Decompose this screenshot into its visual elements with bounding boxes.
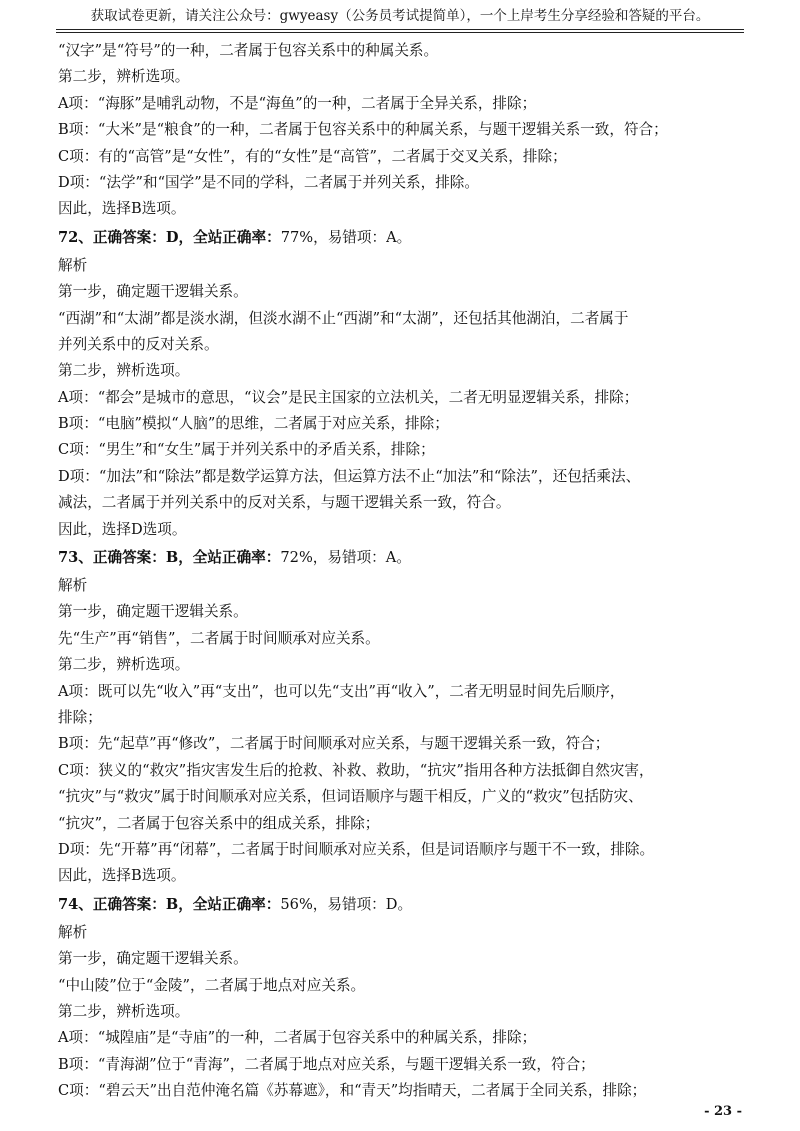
header-rule-thin bbox=[56, 32, 744, 33]
answer-heading bbox=[58, 890, 744, 920]
text-line: “汉字”是“符号”的一种，二者属于包容关系中的种属关系。 bbox=[58, 42, 439, 59]
text-line: B项：先“起草”再“修改”，二者属于时间顺承对应关系，与题干逻辑关系一致，符合； bbox=[58, 735, 610, 753]
text-line: “西湖”和“太湖”都是淡水湖，但淡水湖不止“西湖”和“太湖”，还包括其他湖泊，二者属于 bbox=[58, 309, 629, 327]
text-line: 减法，二者属于并列关系中的反对关系，与题干逻辑关系一致，符合。 bbox=[58, 494, 511, 512]
text-line: 第二步，辨析选项。 bbox=[58, 362, 190, 380]
text-line: C项：有的“高管”是“女性”，有的“女性”是“高管”，二者属于交叉关系，排除； bbox=[58, 147, 567, 165]
text-line: A项：既可以先“收入”再“支出”，也可以先“支出”再“收入”，二者无明显时间先后顺序， bbox=[58, 682, 625, 700]
text-line: B项：“电脑”模拟“人脑”的思维，二者属于对应关系，排除； bbox=[58, 415, 449, 433]
text-line: 第二步，辨析选项。 bbox=[58, 656, 190, 674]
text-line: B项：“大米”是“粮食”的一种，二者属于包容关系中的种属关系，与题干逻辑关系一致，符合； bbox=[58, 121, 668, 139]
text-line: 解析 bbox=[58, 256, 88, 274]
page-number: - 23 - bbox=[704, 1104, 742, 1119]
answer-label: 74、正确答案：B，全站正确率： bbox=[58, 895, 281, 913]
text-line: D项：“加法”和“除法”都是数学运算方法，但运算方法不止“加法”和“除法”，还包括乘法、 bbox=[58, 467, 641, 485]
text-line: 因此，选择D选项。 bbox=[58, 520, 187, 538]
answer-label: 72、正确答案：D，全站正确率： bbox=[58, 228, 281, 246]
text-line: B项：“青海湖”位于“青海”，二者属于地点对应关系，与题干逻辑关系一致，符合； bbox=[58, 1055, 595, 1073]
text-line: C项：狭义的“救灾”指灾害发生后的抢救、补救、救助，“抗灾”指用各种方法抵御自然灾害， bbox=[58, 761, 654, 779]
answer-heading bbox=[58, 223, 744, 253]
text-line: 第二步，辨析选项。 bbox=[58, 68, 190, 86]
text-line: D项：先“开幕”再“闭幕”，二者属于时间顺承对应关系，但是词语顺序与题干不一致，排除。 bbox=[58, 840, 655, 858]
answer-stats: 56%，易错项：D。 bbox=[280, 895, 413, 913]
text-line: 并列关系中的反对关系。 bbox=[58, 335, 219, 353]
text-line: A项：“城隍庙”是“寺庙”的一种，二者属于包容关系中的种属关系，排除； bbox=[58, 1029, 537, 1047]
answer-heading bbox=[58, 543, 744, 573]
answer-stats: 77%，易错项：A。 bbox=[280, 228, 412, 246]
text-line: C项：“碧云天”出自范仲淹名篇《苏幕遮》，和“青天”均指晴天，二者属于全同关系，排除； bbox=[58, 1082, 647, 1100]
text-line: C项：“男生”和“女生”属于并列关系中的矛盾关系，排除； bbox=[58, 441, 435, 459]
text-line: 先“生产”再“销售”，二者属于时间顺承对应关系。 bbox=[58, 629, 380, 647]
text-line: 第二步，辨析选项。 bbox=[58, 1002, 190, 1020]
document-body bbox=[58, 38, 744, 1104]
text-line: “抗灾”，二者属于包容关系中的组成关系，排除； bbox=[58, 814, 380, 832]
answer-label: 73、正确答案：B，全站正确率： bbox=[58, 549, 281, 567]
text-line: D项：“法学”和“国学”是不同的学科，二者属于并列关系，排除。 bbox=[58, 173, 479, 191]
page-header: 获取试卷更新，请关注公众号：gwyeasy（公务员考试提简单），一个上岸考生分享经验和答疑的平台。 bbox=[90, 8, 710, 24]
header-rule bbox=[56, 29, 744, 30]
text-line: 解析 bbox=[58, 577, 88, 595]
text-line: A项：“海豚”是哺乳动物，不是“海鱼”的一种，二者属于全异关系，排除； bbox=[58, 94, 537, 112]
text-line: 因此，选择B选项。 bbox=[58, 867, 186, 885]
text-line: 第一步，确定题干逻辑关系。 bbox=[58, 950, 248, 968]
text-line: 第一步，确定题干逻辑关系。 bbox=[58, 603, 248, 621]
text-line: 因此，选择B选项。 bbox=[58, 200, 186, 218]
text-line: 第一步，确定题干逻辑关系。 bbox=[58, 283, 248, 301]
text-line: 排除； bbox=[58, 708, 102, 726]
answer-stats: 72%，易错项：A。 bbox=[280, 549, 411, 567]
text-line: 解析 bbox=[58, 923, 88, 941]
text-line: “抗灾”与“救灾”属于时间顺承对应关系，但词语顺序与题干相反，广义的“救灾”包括防灾、 bbox=[58, 788, 643, 806]
text-line: A项：“都会”是城市的意思，“议会”是民主国家的立法机关，二者无明显逻辑关系，排除； bbox=[58, 388, 639, 406]
text-line: “中山陵”位于“金陵”，二者属于地点对应关系。 bbox=[58, 976, 366, 994]
